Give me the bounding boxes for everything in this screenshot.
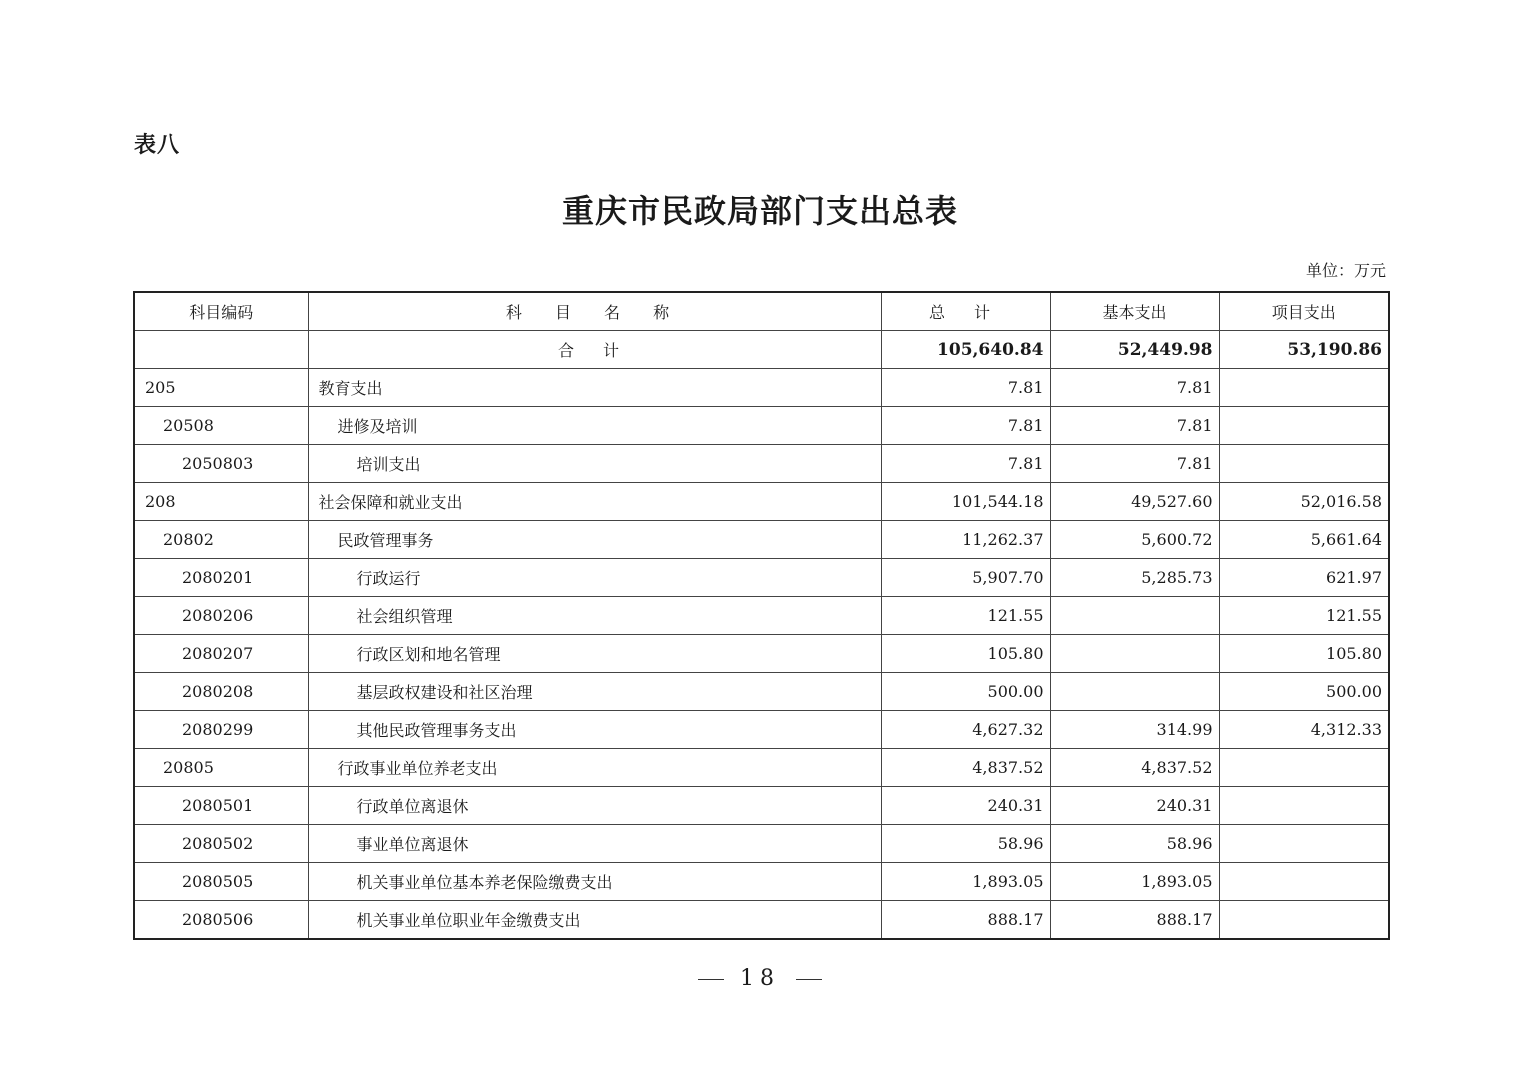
expenditure-table — [133, 291, 1390, 940]
row-project: 121.55 — [1219, 597, 1389, 635]
table-row — [134, 445, 1389, 483]
table-row — [134, 901, 1389, 940]
row-name: 基层政权建设和社区治理 — [308, 673, 881, 711]
page-footer — [0, 966, 1520, 991]
table-row — [134, 559, 1389, 597]
row-basic: 314.99 — [1050, 711, 1219, 749]
row-code: 2080201 — [134, 559, 308, 597]
row-code: 2080299 — [134, 711, 308, 749]
row-basic: 888.17 — [1050, 901, 1219, 940]
row-name: 培训支出 — [308, 445, 881, 483]
row-basic: 58.96 — [1050, 825, 1219, 863]
row-name: 社会保障和就业支出 — [308, 483, 881, 521]
row-total: 1,893.05 — [881, 863, 1050, 901]
row-name: 社会组织管理 — [308, 597, 881, 635]
row-basic: 7.81 — [1050, 407, 1219, 445]
total-row — [134, 331, 1389, 369]
row-name: 行政区划和地名管理 — [308, 635, 881, 673]
row-total: 4,627.32 — [881, 711, 1050, 749]
page-number: 18 — [740, 966, 780, 991]
row-name: 其他民政管理事务支出 — [308, 711, 881, 749]
row-total: 7.81 — [881, 407, 1050, 445]
row-total: 7.81 — [881, 445, 1050, 483]
row-code: 2080506 — [134, 901, 308, 940]
row-total: 888.17 — [881, 901, 1050, 940]
row-project — [1219, 787, 1389, 825]
footer-dash-left — [698, 979, 724, 980]
table-row — [134, 635, 1389, 673]
row-code: 20508 — [134, 407, 308, 445]
row-name: 行政事业单位养老支出 — [308, 749, 881, 787]
row-code: 205 — [134, 369, 308, 407]
row-total: 240.31 — [881, 787, 1050, 825]
row-basic: 7.81 — [1050, 369, 1219, 407]
header-basic: 基本支出 — [1050, 292, 1219, 331]
row-code: 20802 — [134, 521, 308, 559]
row-basic: 5,600.72 — [1050, 521, 1219, 559]
row-code: 20805 — [134, 749, 308, 787]
row-code: 2080208 — [134, 673, 308, 711]
table-row — [134, 369, 1389, 407]
row-total: 11,262.37 — [881, 521, 1050, 559]
total-basic: 52,449.98 — [1050, 331, 1219, 369]
row-code: 2080207 — [134, 635, 308, 673]
header-row — [134, 292, 1389, 331]
row-name: 机关事业单位基本养老保险缴费支出 — [308, 863, 881, 901]
row-project: 621.97 — [1219, 559, 1389, 597]
table-row — [134, 863, 1389, 901]
row-code: 2080501 — [134, 787, 308, 825]
header-project: 项目支出 — [1219, 292, 1389, 331]
table-row — [134, 521, 1389, 559]
row-project: 5,661.64 — [1219, 521, 1389, 559]
row-total: 121.55 — [881, 597, 1050, 635]
table-row — [134, 483, 1389, 521]
row-basic: 5,285.73 — [1050, 559, 1219, 597]
header-total: 总 计 — [881, 292, 1050, 331]
table-row — [134, 711, 1389, 749]
row-project: 500.00 — [1219, 673, 1389, 711]
page-title: 重庆市民政局部门支出总表 — [561, 192, 958, 230]
header-code: 科目编码 — [134, 292, 308, 331]
total-label: 合 计 — [308, 331, 881, 369]
header-name: 科 目 名 称 — [308, 292, 881, 331]
table-row — [134, 597, 1389, 635]
row-code: 2050803 — [134, 445, 308, 483]
row-total: 500.00 — [881, 673, 1050, 711]
row-project: 52,016.58 — [1219, 483, 1389, 521]
unit-note: 单位：万元 — [1305, 261, 1386, 280]
row-project — [1219, 445, 1389, 483]
row-code: 208 — [134, 483, 308, 521]
row-project — [1219, 863, 1389, 901]
row-project — [1219, 407, 1389, 445]
row-name: 事业单位离退休 — [308, 825, 881, 863]
row-project — [1219, 369, 1389, 407]
row-name: 进修及培训 — [308, 407, 881, 445]
row-total: 58.96 — [881, 825, 1050, 863]
row-name: 行政运行 — [308, 559, 881, 597]
total-sum: 105,640.84 — [881, 331, 1050, 369]
table-row — [134, 825, 1389, 863]
row-basic: 1,893.05 — [1050, 863, 1219, 901]
row-code: 2080505 — [134, 863, 308, 901]
row-name: 民政管理事务 — [308, 521, 881, 559]
row-name: 机关事业单位职业年金缴费支出 — [308, 901, 881, 940]
row-total: 7.81 — [881, 369, 1050, 407]
row-project — [1219, 825, 1389, 863]
row-basic: 4,837.52 — [1050, 749, 1219, 787]
row-name: 行政单位离退休 — [308, 787, 881, 825]
row-code: 2080206 — [134, 597, 308, 635]
row-total: 105.80 — [881, 635, 1050, 673]
row-project: 105.80 — [1219, 635, 1389, 673]
total-project: 53,190.86 — [1219, 331, 1389, 369]
row-total: 4,837.52 — [881, 749, 1050, 787]
row-basic: 7.81 — [1050, 445, 1219, 483]
row-name: 教育支出 — [308, 369, 881, 407]
table-row — [134, 407, 1389, 445]
row-project: 4,312.33 — [1219, 711, 1389, 749]
row-code: 2080502 — [134, 825, 308, 863]
total-code — [134, 331, 308, 369]
table-row — [134, 673, 1389, 711]
row-basic — [1050, 597, 1219, 635]
footer-dash-right — [796, 979, 822, 980]
row-total: 5,907.70 — [881, 559, 1050, 597]
table-row — [134, 749, 1389, 787]
row-basic — [1050, 673, 1219, 711]
row-basic — [1050, 635, 1219, 673]
row-basic: 240.31 — [1050, 787, 1219, 825]
table-label: 表八 — [134, 133, 181, 158]
row-basic: 49,527.60 — [1050, 483, 1219, 521]
row-project — [1219, 749, 1389, 787]
row-total: 101,544.18 — [881, 483, 1050, 521]
table-row — [134, 787, 1389, 825]
row-project — [1219, 901, 1389, 940]
